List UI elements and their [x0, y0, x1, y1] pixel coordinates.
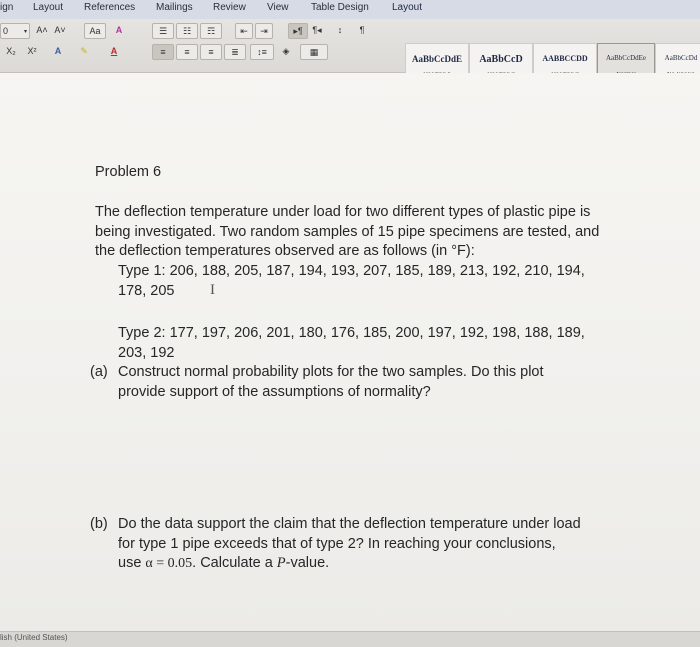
font-size-value: 0	[3, 26, 9, 36]
part-a-label: (a)	[90, 364, 108, 380]
paragraph-line: The deflection temperature under load for two different types of plastic pipe is	[95, 204, 591, 220]
style-sample: AaBbCcDdEe	[605, 54, 647, 62]
line-spacing-icon: ↕≡	[257, 47, 267, 57]
increase-indent-icon: ⇥	[260, 25, 268, 36]
part-b-label: (b)	[90, 516, 108, 532]
tab-references[interactable]: References	[84, 2, 136, 13]
part-b-line: Do the data support the claim that the deflection temperature under load	[118, 516, 581, 532]
decrease-indent-icon: ⇤	[240, 25, 248, 36]
style-sample: AABBCCDD	[542, 54, 588, 63]
justify-icon: ≣	[231, 46, 239, 57]
decrease-indent-button[interactable]	[235, 23, 253, 39]
tab-layout[interactable]: Layout	[33, 2, 64, 13]
justify-button[interactable]	[224, 44, 246, 60]
numbering-icon: ☷	[182, 25, 192, 36]
part-a-line: Construct normal probability plots for the two samples. Do this plot	[118, 364, 544, 380]
tab-table-layout[interactable]: Layout	[392, 2, 423, 13]
paragraph-line: being investigated. Two random samples of 15 pipe specimens are tested, and	[95, 223, 600, 240]
ribbon-home	[0, 19, 700, 73]
ltr-button[interactable]	[288, 23, 308, 39]
increase-indent-button[interactable]	[255, 23, 273, 39]
bullets-icon: ☰	[158, 25, 168, 36]
style-sample: AaBbCcDdE	[411, 54, 462, 64]
grow-font-button[interactable]: A˄	[36, 25, 48, 35]
align-center-button[interactable]	[176, 44, 198, 60]
align-center-icon: ≡	[184, 47, 190, 57]
change-case-label: Aa	[89, 26, 101, 36]
style-sample: AaBbCcDd	[664, 54, 698, 62]
status-bar	[0, 631, 700, 647]
font-color-button[interactable]: A	[110, 46, 118, 56]
part-b-pvalue: -value.	[285, 555, 330, 571]
rtl-paragraph-icon: ¶◂	[312, 24, 322, 35]
bullets-button[interactable]	[152, 23, 174, 39]
tab-design[interactable]: ign	[0, 2, 14, 13]
ribbon-tab-bar	[0, 0, 700, 19]
type2-data-line: Type 2: 177, 197, 206, 201, 180, 176, 185, 200, 197, 192, 198, 188, 189,	[118, 325, 585, 341]
paragraph-line: the deflection temperatures observed are as follows (in °F):	[95, 243, 475, 259]
paint-bucket-icon: ◈	[282, 45, 290, 56]
shading-button[interactable]	[278, 44, 294, 58]
part-b-calc: . Calculate a	[192, 555, 277, 571]
chevron-down-icon: ▾	[23, 28, 27, 35]
ltr-paragraph-icon: ▸¶	[293, 25, 303, 36]
style-sample: AaBbCcD	[479, 54, 523, 65]
part-b-use: use	[118, 555, 146, 571]
alpha-equation: α = 0.05	[145, 556, 193, 571]
align-right-icon: ≡	[208, 47, 214, 57]
tab-table-design[interactable]: Table Design	[311, 2, 369, 13]
show-formatting-button[interactable]	[355, 23, 369, 37]
pilcrow-icon: ¶	[359, 25, 365, 35]
problem-title: Problem 6	[95, 164, 162, 180]
language-status[interactable]: lish (United States)	[0, 633, 68, 642]
part-b-line	[118, 554, 329, 574]
tab-mailings[interactable]: Mailings	[156, 2, 193, 13]
sort-icon: ↕	[337, 25, 343, 35]
borders-icon: ▦	[309, 46, 319, 57]
type1-data-line: 178, 205	[118, 282, 175, 299]
document-page[interactable]	[0, 73, 700, 631]
align-left-icon: ≡	[160, 47, 166, 57]
text-effects-button[interactable]: A	[54, 46, 62, 56]
numbering-button[interactable]	[176, 23, 198, 39]
text-cursor-icon: I	[210, 282, 215, 298]
tab-view[interactable]: View	[267, 2, 289, 13]
highlight-icon[interactable]: ✎	[80, 45, 88, 56]
type2-data-line: 203, 192	[118, 344, 175, 361]
part-a-line: provide support of the assumptions of normality?	[118, 383, 431, 400]
rtl-button[interactable]	[310, 23, 324, 37]
sort-button[interactable]	[332, 23, 348, 37]
multilevel-list-icon: ☶	[206, 25, 216, 36]
part-b-line: for type 1 pipe exceeds that of type 2? In reaching your conclusions,	[118, 535, 556, 552]
line-spacing-button[interactable]	[250, 44, 274, 60]
align-right-button[interactable]	[200, 44, 222, 60]
subscript-button[interactable]: X₂	[6, 46, 16, 56]
borders-button[interactable]	[300, 44, 328, 60]
tab-review[interactable]: Review	[213, 2, 246, 13]
p-symbol: P	[276, 555, 286, 571]
change-case-button[interactable]	[84, 23, 106, 39]
clear-formatting-icon[interactable]: A	[115, 25, 123, 35]
align-left-button[interactable]	[152, 44, 174, 60]
superscript-button[interactable]: X²	[27, 46, 37, 56]
shrink-font-button[interactable]: A˅	[54, 25, 66, 35]
multilevel-list-button[interactable]	[200, 23, 222, 39]
type1-data-line: Type 1: 206, 188, 205, 187, 194, 193, 207, 185, 189, 213, 192, 210, 194,	[118, 263, 585, 279]
font-size-box[interactable]	[0, 23, 30, 39]
